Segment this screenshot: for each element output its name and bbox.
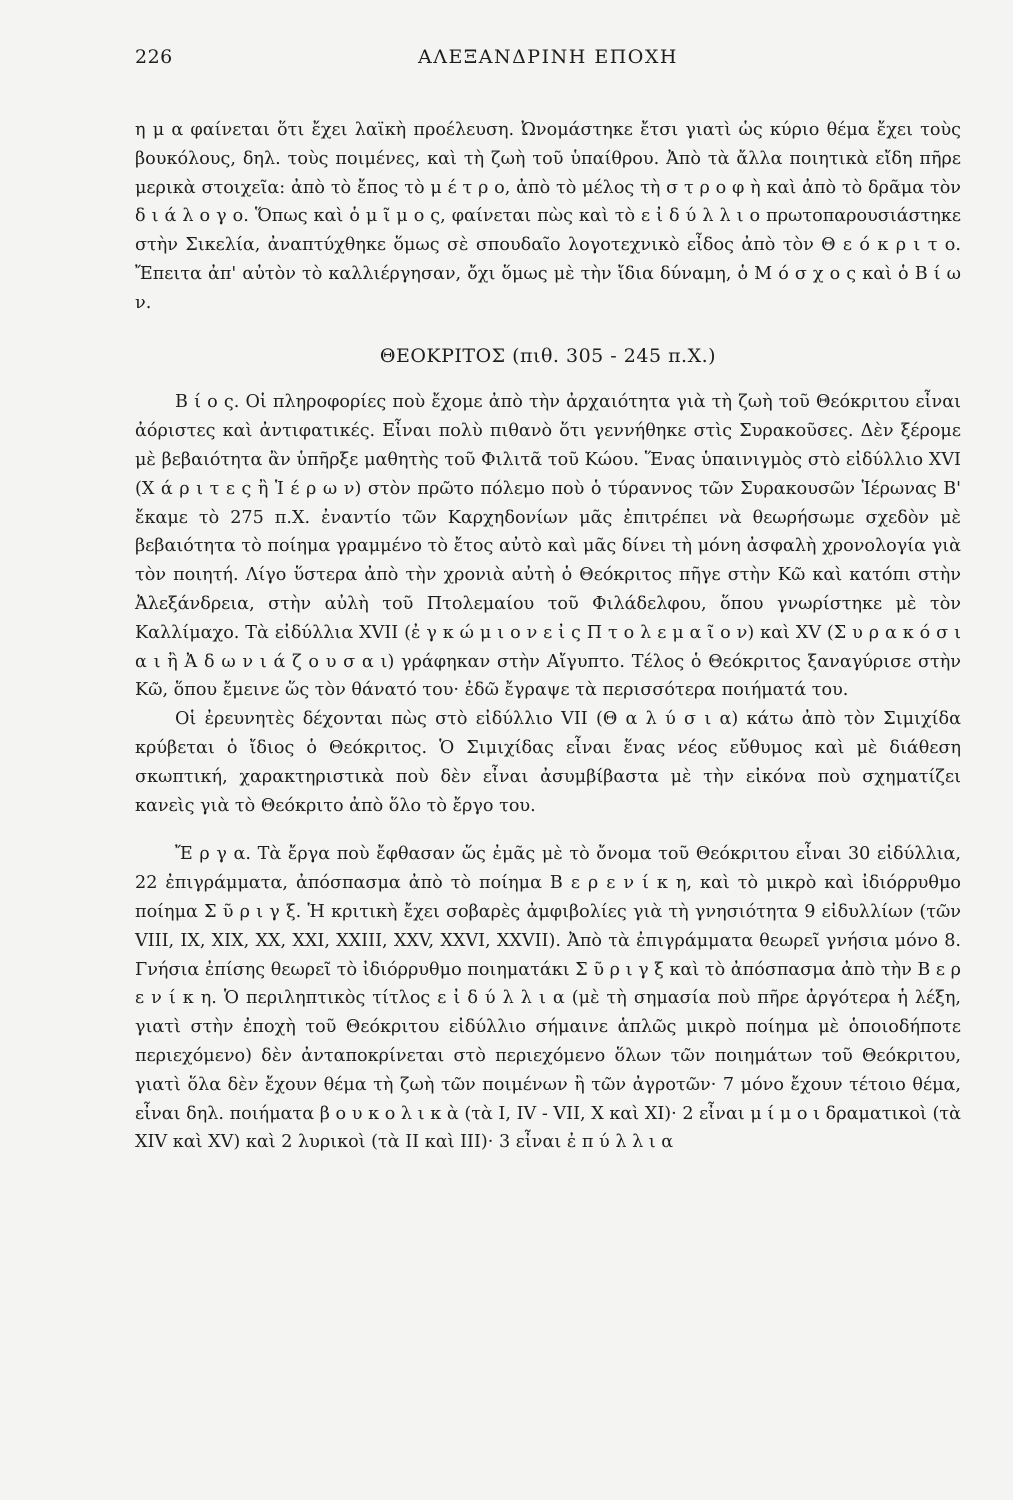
intro-paragraph: η μ α φαίνεται ὅτι ἔχει λαϊκὴ προέλευση. Ὠνομάστηκε ἔτσι γιατὶ ὡς κύριο θέμα ἔχει τοὺς βουκόλους, δηλ. τοὺς ποιμένες, καὶ τὴ ζωὴ τοῦ ὑπαίθρου. Ἀπὸ τὰ ἄλλα ποιητικὰ εἴδη πῆρε μερικὰ στοιχεῖα: ἀπὸ τὸ ἔπος τὸ μ έ τ ρ ο, ἀπὸ τὸ μέλος τὴ σ τ ρ ο φ ὴ καὶ ἀπὸ τὸ δρᾶμα τὸν δ ι ά λ ο γ ο. Ὅπως καὶ ὁ μ ῖ μ ο ς, φαίνεται πὼς καὶ τὸ ε ἰ δ ύ λ λ ι ο πρωτοπαρουσιάστηκε στὴν Σικελία, ἀναπτύχθηκε ὅμως σὲ σπουδαῖο λογοτεχνικὸ εἶδος ἀπὸ τὸν Θ ε ό κ ρ ι τ ο. Ἔπειτα ἀπ' αὐτὸν τὸ καλλιέργησαν, ὄχι ὅμως μὲ τὴν ἴδια δύναμη, ὁ Μ ό σ χ ο ς καὶ ὁ Β ί ω ν. bbox=[135, 120, 961, 313]
erga-paragraph: Ἔ ρ γ α. Τὰ ἔργα ποὺ ἔφθασαν ὥς ἐμᾶς μὲ τὸ ὄνομα τοῦ Θεόκριτου εἶναι 30 εἰδύλλια, 22 ἐπιγράμματα, ἀπόσπασμα ἀπὸ τὸ ποίημα Β ε ρ ε ν ί κ η, καὶ τὸ μικρὸ καὶ ἰδιόρρυθμο ποίημα Σ ῦ ρ ι γ ξ. Ἡ κριτικὴ ἔχει σοβαρὲς ἀμφιβολίες γιὰ τὴ γνησιότητα 9 εἰδυλλίων (τῶν VIII, IX, XIX, XX, XXI, XXIII, XXV, XXVI, XXVII). Ἀπὸ τὰ ἐπιγράμματα θεωρεῖ γνήσια μόνο 8. Γνήσια ἐπίσης θεωρεῖ τὸ ἰδιόρρυθμο ποιηματάκι Σ ῦ ρ ι γ ξ καὶ τὸ ἀπόσπασμα ἀπὸ τὴν Β ε ρ ε ν ί κ η. Ὁ περιληπτικὸς τίτλος ε ἰ δ ύ λ λ ι α (μὲ τὴ σημασία ποὺ πῆρε ἀργότερα ἡ λέξη, γιατὶ στὴν ἐποχὴ τοῦ Θεόκριτου εἰδύλλιο σήμαινε ἁπλῶς μικρὸ ποίημα μὲ ὁποιοδήποτε περιεχόμενο) δὲν ἀνταποκρίνεται στὸ περιεχόμενο ὅλων τῶν ποιημάτων τοῦ Θεόκριτου, γιατὶ ὅλα δὲν ἔχουν θέμα τὴ ζωὴ τῶν ποιμένων ἢ τῶν ἀγροτῶν· 7 μόνο ἔχουν τέτοιο θέμα, εἶναι δηλ. ποιήματα β ο υ κ ο λ ι κ ὰ (τὰ I, IV - VII, X καὶ XI)· 2 εἶναι μ ί μ ο ι δραματικοὶ (τὰ XIV καὶ XV) καὶ 2 λυρικοὶ (τὰ II καὶ III)· 3 εἶναι ἐ π ύ λ λ ι α bbox=[135, 844, 961, 1153]
bios-paragraph: Β ί ο ς. Οἱ πληροφορίες ποὺ ἔχομε ἀπὸ τὴν ἀρχαιότητα γιὰ τὴ ζωὴ τοῦ Θεόκριτου εἶναι ἀόριστες καὶ ἀντιφατικές. Εἶναι πολὺ πιθανὸ ὅτι γεννήθηκε στὶς Συρακοῦσες. Δὲν ξέρομε μὲ βεβαιότητα ἂν ὑπῆρξε μαθητὴς τοῦ Φιλιτᾶ τοῦ Κώου. Ἕνας ὑπαινιγμὸς στὸ εἰδύλλιο XVI (Χ ά ρ ι τ ε ς ἢ Ἱ έ ρ ω ν) στὸν πρῶτο πόλεμο ποὺ ὁ τύραννος τῶν Συρακουσῶν Ἱέρωνας Β' ἔκαμε τὸ 275 π.Χ. ἐναντίο τῶν Καρχηδονίων μᾶς ἐπιτρέπει νὰ θεωρήσωμε σχεδὸν μὲ βεβαιότητα τὸ ποίημα γραμμένο τὸ ἔτος αὐτὸ καὶ μᾶς δίνει τὴ μόνη ἀσφαλὴ χρονολογία γιὰ τὸν ποιητή. Λίγο ὕστερα ἀπὸ τὴν χρονιὰ αὐτὴ ὁ Θεόκριτος πῆγε στὴν Κῶ καὶ κατόπι στὴν Ἀλεξάνδρεια, στὴν αὐλὴ τοῦ Πτολεμαίου τοῦ Φιλάδελφου, ὅπου γνωρίστηκε μὲ τὸν Καλλίμαχο. Τὰ εἰδύλλια XVII (ἐ γ κ ώ μ ι ο ν ε ἰ ς Π τ ο λ ε μ α ῖ ο ν) καὶ XV (Σ υ ρ α κ ό σ ι α ι ἢ Ἀ δ ω ν ι ά ζ ο υ σ α ι) γράφηκαν στὴν Αἴγυπτο. Τέλος ὁ Θεόκριτος ξαναγύρισε στὴν Κῶ, ὅπου ἔμεινε ὥς τὸν θάνατό του· ἐδῶ ἔγραψε τὰ περισσότερα ποιήματά του. bbox=[135, 392, 961, 701]
page-number: 226 bbox=[135, 46, 173, 68]
body-text bbox=[135, 116, 961, 1157]
researchers-paragraph: Οἱ ἐρευνητὲς δέχονται πὼς στὸ εἰδύλλιο VII (Θ α λ ύ σ ι α) κάτω ἀπὸ τὸν Σιμιχίδα κρύβεται ὁ ἴδιος ὁ Θεόκριτος. Ὁ Σιμιχίδας εἶναι ἕνας νέος εὔθυμος καὶ μὲ διάθεση σκωπτική, χαρακτηριστικὰ ποὺ δὲν εἶναι ἀσυμβίβαστα μὲ τὴν εἰκόνα ποὺ σχηματίζει κανεὶς γιὰ τὸ Θεόκριτο ἀπὸ ὅλο τὸ ἔργο του. bbox=[135, 709, 961, 816]
running-head: ΑΛΕΞΑΝΔΡΙΝΗ ΕΠΟΧΗ bbox=[418, 46, 678, 68]
page-header bbox=[135, 46, 961, 76]
section-heading: ΘΕΟΚΡΙΤΟΣ (πιθ. 305 - 245 π.Χ.) bbox=[379, 344, 717, 367]
